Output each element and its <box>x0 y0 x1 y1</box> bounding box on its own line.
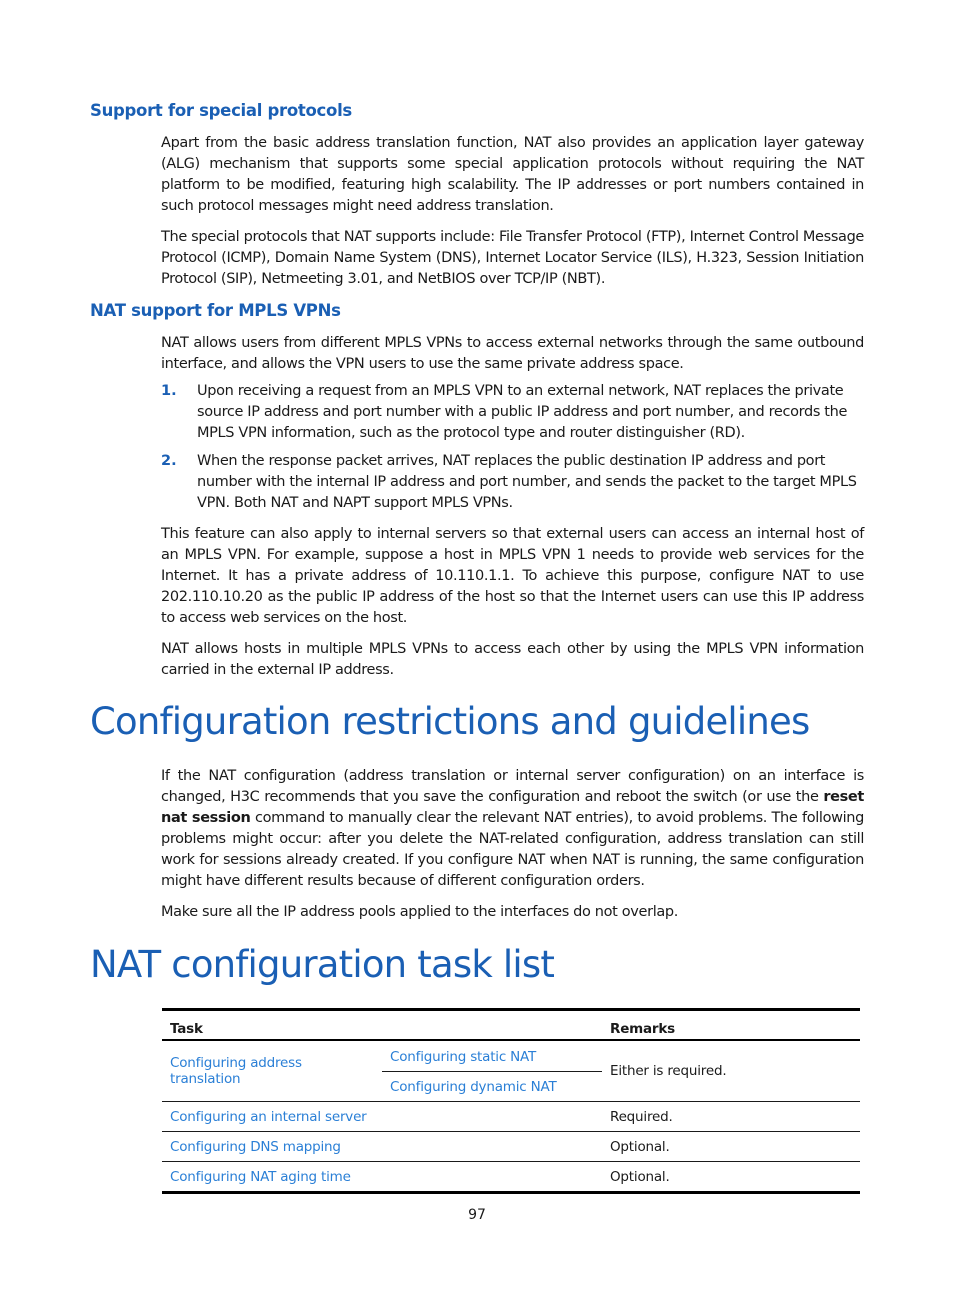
command-reset-nat-session: reset nat session <box>161 789 864 826</box>
link-configuring-nat-aging-time[interactable]: Configuring NAT aging time <box>162 1162 602 1193</box>
heading-mpls-vpns: NAT support for MPLS VPNs <box>90 301 341 320</box>
task-table <box>162 1008 860 1194</box>
link-configuring-dns-mapping[interactable]: Configuring DNS mapping <box>162 1132 602 1162</box>
table-row <box>162 1132 860 1162</box>
step-number-1: 1. <box>161 383 177 399</box>
paragraph-multiple-vpns: NAT allows hosts in multiple MPLS VPNs to access each other by using the MPLS VPN information carried in the external IP address. <box>161 641 864 678</box>
paragraph-special-protocols-list: The special protocols that NAT supports include: File Transfer Protocol (FTP), Internet Control Message Protocol (ICMP), Domain Name System (DNS), Internet Locator Service (ILS), H.323, Session Initiation Protocol (SIP), Netmeeting 3.01, and NetBIOS over TCP/IP (NBT). <box>161 229 864 287</box>
table-row <box>162 1102 860 1132</box>
heading-special-protocols: Support for special protocols <box>90 101 352 120</box>
link-configuring-dynamic-nat[interactable]: Configuring dynamic NAT <box>382 1072 602 1102</box>
link-configuring-internal-server[interactable]: Configuring an internal server <box>162 1102 602 1132</box>
link-configuring-static-nat[interactable]: Configuring static NAT <box>390 1048 537 1065</box>
restrictions-text-before: If the NAT configuration (address translation or internal server configuration) on an interface is changed, H3C recommends that you save the configuration and reboot the switch (or use the <box>161 768 864 805</box>
paragraph-address-pools: Make sure all the IP address pools applied to the interfaces do not overlap. <box>161 904 679 920</box>
page-number: 97 <box>468 1207 486 1223</box>
step-text-1: Upon receiving a request from an MPLS VPN to an external network, NAT replaces the private source IP address and port number with a public IP address and port number, and records the MPLS VPN information, such as the protocol type and router distinguisher (RD). <box>197 383 848 441</box>
column-header-task: Task <box>162 1010 602 1041</box>
step-number-2: 2. <box>161 453 177 469</box>
paragraph-internal-servers: This feature can also apply to internal servers so that external users can access an internal host of an MPLS VPN. For example, suppose a host in MPLS VPN 1 needs to provide web services for the Internet. It has a private address of 10.110.1.1. To achieve this purpose, configure NAT to use 202.110.10.20 as the public IP address of the host so that the Internet users can use this IP address to access web services on the host. <box>161 526 864 626</box>
remark-required: Required. <box>602 1102 860 1132</box>
heading-restrictions-guidelines: Configuration restrictions and guidelines <box>90 700 810 743</box>
link-configuring-address-translation[interactable]: Configuring address translation <box>170 1055 302 1087</box>
step-text-2: When the response packet arrives, NAT replaces the public destination IP address and port number with the internal IP address and port number, and sends the packet to the target MPLS VPN. Both NAT and NAPT support MPLS VPNs. <box>197 453 857 511</box>
paragraph-restrictions <box>161 766 864 892</box>
remark-either-required: Either is required. <box>610 1063 727 1079</box>
column-header-remarks: Remarks <box>602 1010 860 1041</box>
restrictions-text-after: command to manually clear the relevant NAT entries), to avoid problems. The following problems might occur: after you delete the NAT-related configuration, address translation can still work for sessions already created. If you configure NAT when NAT is running, the same configuration might have different results because of different configuration orders. <box>161 810 864 889</box>
table-row <box>162 1040 860 1072</box>
remark-optional-dns: Optional. <box>602 1132 860 1162</box>
remark-optional-aging: Optional. <box>602 1162 860 1193</box>
table-header-row <box>162 1010 860 1041</box>
paragraph-mpls-intro: NAT allows users from different MPLS VPNs to access external networks through the same outbound interface, and allows the VPN users to use the same private address space. <box>161 335 864 372</box>
paragraph-alg: Apart from the basic address translation function, NAT also provides an application layer gateway (ALG) mechanism that supports some special application protocols without requiring the NAT platform to be modified, featuring high scalability. The IP addresses or port numbers contained in such protocol messages might need address translation. <box>161 135 864 214</box>
heading-task-list: NAT configuration task list <box>90 943 555 986</box>
table-row <box>162 1162 860 1193</box>
